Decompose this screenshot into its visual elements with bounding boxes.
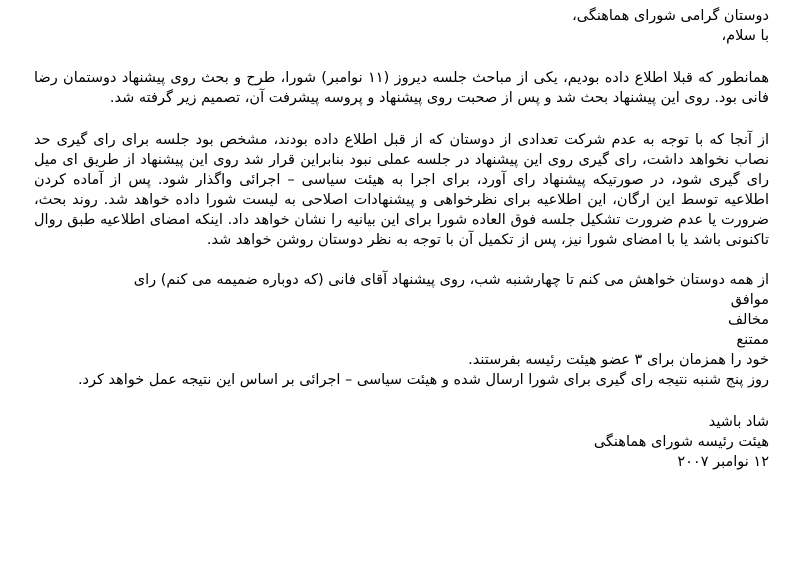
salutation: دوستان گرامی شورای هماهنگی،	[572, 8, 769, 24]
vote-option-agree: موافق	[730, 292, 769, 308]
vote-request-line: از همه دوستان خواهش می کنم تا چهارشنبه شب، روی پیشنهاد آقای فانی (که دوباره ضمیمه می کنم) رای	[133, 272, 769, 288]
paragraph-intro: همانطور که قبلا اطلاع داده بودیم، یکی از مباحث جلسه دیروز (۱۱ نوامبر) شورا، طرح و بحث روی پیشنهاد دوستمان رضا فانی بود. روی این پیشنهاد بحث شد و پس از صحبت روی پیشنهاد و پروسه پیشرفت آن، تصمیم زیر گرفته شد.	[34, 70, 769, 106]
closing: شاد باشید	[708, 414, 769, 430]
vote-option-abstain: ممتنع	[736, 332, 769, 348]
result-line: روز پنج شنبه نتیجه رای گیری برای شورا ارسال شده و هیئت سیاسی – اجرائی بر اساس این نتیجه عمل خواهد کرد.	[77, 372, 769, 388]
letter-document	[34, 6, 769, 472]
greeting: با سلام،	[721, 28, 769, 44]
vote-option-disagree: مخالف	[728, 312, 769, 328]
signature: هیئت رئیسه شورای هماهنگی	[593, 434, 769, 450]
paragraph-decision: از آنجا که با توجه به عدم شرکت تعدادی از دوستان که از قبل اطلاع داده بودند، مشخص بود جلسه برای رای گیری حد نصاب نخواهد داشت، رای گیری روی این پیشنهاد در جلسه عملی نبود بنابراین قرار شد روی این پیشنهاد از طریق ای میل رای گیری شود، در صورتیکه پیشنهاد رای آورد، برای اجرا به هیئت سیاسی – اجرائی واگذار شود. پس از آماده کردن اطلاعیه توسط این ارگان، این اطلاعیه برای نظرخواهی و پیشنهادات اصلاحی به لیست شورا داده خواهد شد. روند بحث، ضرورت یا عدم ضرورت تشکیل جلسه فوق العاده شورا برای این بیانیه را نشان خواهد داد. اینکه امضای اطلاعیه طبق روال تاکنونی باشد یا با امضای شورا نیز، پس از تکمیل آن با توجه به نظر دوستان روشن خواهد شد.	[34, 132, 769, 248]
send-instruction-line: خود را همزمان برای ۳ عضو هیئت رئیسه بفرستند.	[468, 352, 769, 368]
letter-date: ۱۲ نوامبر ۲۰۰۷	[677, 454, 769, 470]
